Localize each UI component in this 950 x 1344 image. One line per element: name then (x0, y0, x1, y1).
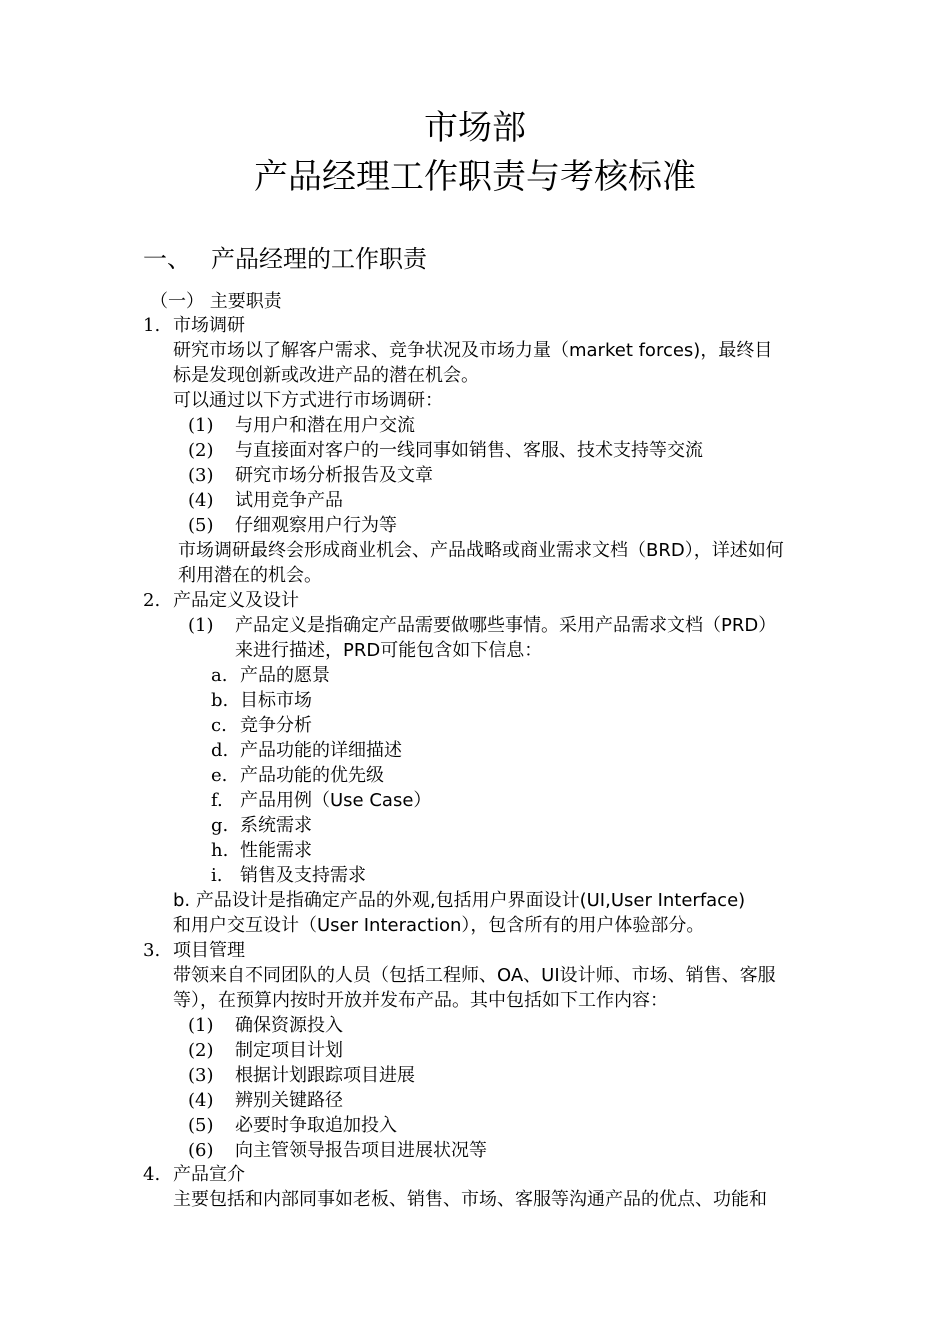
item-3-heading (143, 939, 245, 963)
paragraph-line: 可以通过以下方式进行市场调研： (173, 390, 443, 411)
list-item: i. 销售及支持需求 (211, 865, 366, 886)
list-item: (4) 辨别关键路径 (188, 1090, 343, 1111)
item-number: 4. (143, 1164, 161, 1185)
paragraph-line: 带领来自不同团队的人员（包括工程师、OA、UI设计师、市场、销售、客服 (173, 965, 776, 986)
list-item: (3) 根据计划跟踪项目进展 (188, 1065, 415, 1086)
document-title: 产品经理工作职责与考核标准 (254, 157, 696, 197)
list-item: a. 产品的愿景 (211, 665, 330, 686)
subsection-heading: （一） 主要职责 (150, 291, 282, 312)
list-item: (2) 制定项目计划 (188, 1040, 343, 1061)
list-item: (3) 研究市场分析报告及文章 (188, 465, 433, 486)
list-item: (5) 必要时争取追加投入 (188, 1115, 397, 1136)
list-item: (6) 向主管领导报告项目进展状况等 (188, 1140, 487, 1161)
item-number: 3. (143, 940, 161, 961)
list-item: (5) 仔细观察用户行为等 (188, 515, 397, 536)
list-item: (1) 确保资源投入 (188, 1015, 343, 1036)
paragraph-line: 来进行描述，PRD可能包含如下信息： (235, 640, 543, 661)
list-item: e. 产品功能的优先级 (211, 765, 384, 786)
item-number: 1. (143, 315, 161, 336)
list-item: f. 产品用例（Use Case） (211, 790, 432, 811)
paragraph-line: b. 产品设计是指确定产品的外观,包括用户界面设计(UI,User Interface) (173, 890, 746, 911)
list-item: h. 性能需求 (211, 840, 312, 861)
item-2-heading (143, 589, 299, 613)
section-heading-1 (143, 242, 427, 276)
paragraph-line: 等），在预算内按时开放并发布产品。其中包括如下工作内容： (173, 990, 668, 1011)
paragraph-line: 和用户交互设计（User Interaction），包含所有的用户体验部分。 (173, 915, 705, 936)
list-item: d. 产品功能的详细描述 (211, 740, 402, 761)
item-title: 产品宣介 (173, 1164, 245, 1185)
paragraph-line: 市场调研最终会形成商业机会、产品战略或商业需求文档（BRD），详述如何 (178, 540, 784, 561)
list-item: (1) 与用户和潜在用户交流 (188, 415, 415, 436)
item-4-heading (143, 1163, 245, 1187)
list-item: b. 目标市场 (211, 690, 312, 711)
list-item: g. 系统需求 (211, 815, 312, 836)
section-title: 产品经理的工作职责 (211, 245, 427, 273)
item-title: 产品定义及设计 (173, 590, 299, 611)
item-title: 项目管理 (173, 940, 245, 961)
item-number: 2. (143, 590, 161, 611)
list-item: (1) 产品定义是指确定产品需要做哪些事情。采用产品需求文档（PRD） (188, 615, 777, 636)
item-title: 市场调研 (173, 315, 245, 336)
paragraph-line: 研究市场以了解客户需求、竞争状况及市场力量（market forces)，最终目 (173, 340, 773, 361)
paragraph-line: 主要包括和内部同事如老板、销售、市场、客服等沟通产品的优点、功能和 (173, 1189, 767, 1210)
paragraph-line: 利用潜在的机会。 (178, 565, 322, 586)
item-1-heading (143, 314, 245, 338)
list-item: (2) 与直接面对客户的一线同事如销售、客服、技术支持等交流 (188, 440, 703, 461)
section-number: 一、 (143, 245, 191, 273)
paragraph-line: 标是发现创新或改进产品的潜在机会。 (173, 365, 479, 386)
list-item: c. 竞争分析 (211, 715, 312, 736)
list-item: (4) 试用竞争产品 (188, 490, 343, 511)
document-title-department: 市场部 (424, 108, 526, 148)
